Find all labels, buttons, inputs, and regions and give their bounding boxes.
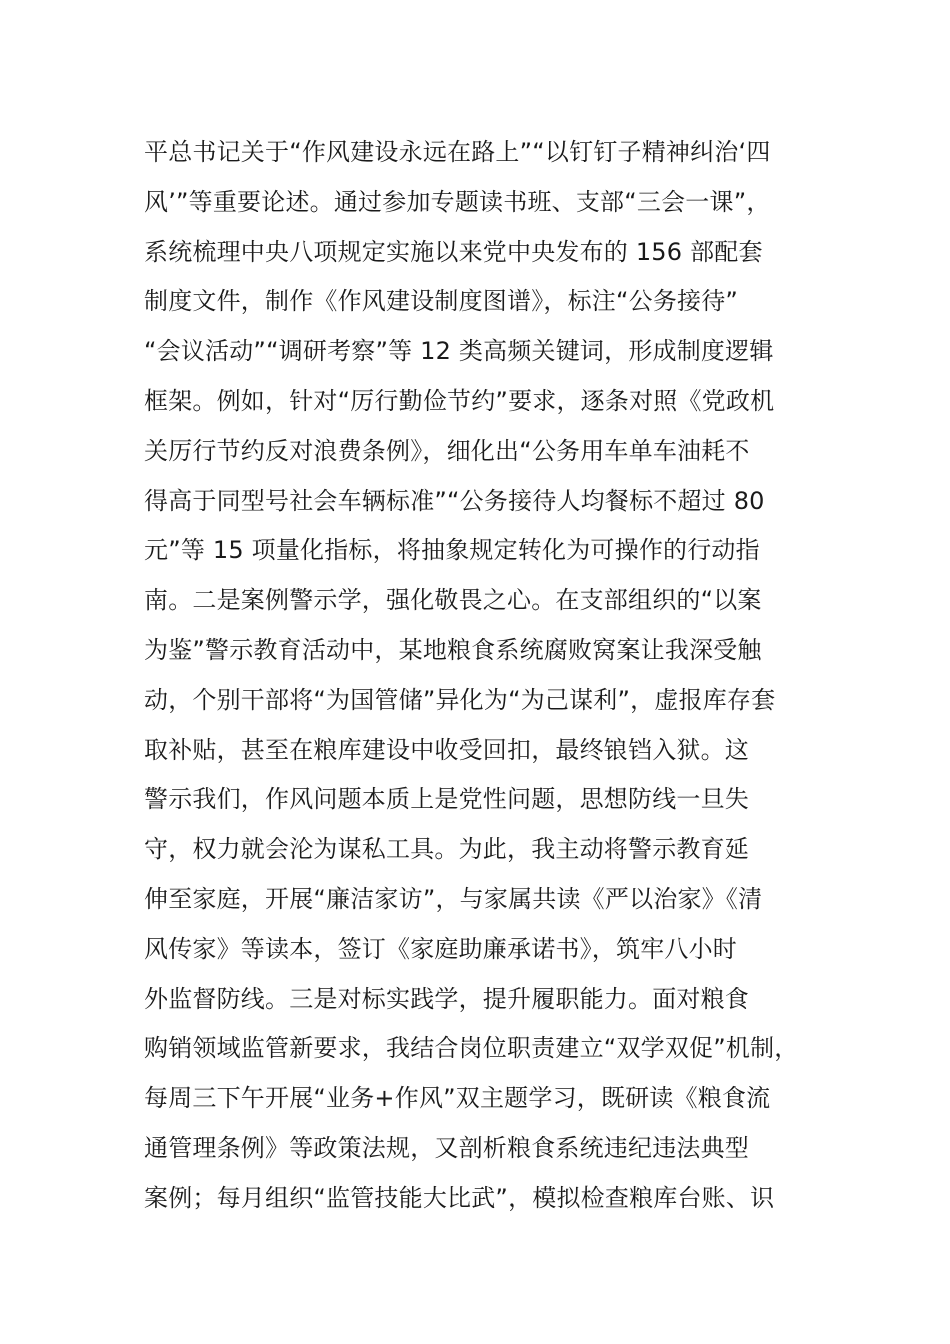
- text-line: 每周三下午开展“业务+作风”双主题学习，既研读《粮食流: [144, 1084, 771, 1113]
- text-line: 风’”等重要论述。通过参加专题读书班、支部“三会一课”，: [144, 187, 771, 216]
- text-line: “会议活动”“调研考察”等 12 类高频关键词，形成制度逻辑: [144, 337, 774, 366]
- text-line: 动，个别干部将“为国管储”异化为“为己谋利”，虚报库存套: [144, 685, 776, 714]
- text-line: 为鉴”警示教育活动中，某地粮食系统腐败窝案让我深受触: [144, 635, 762, 664]
- text-line: 元”等 15 项量化指标，将抽象规定转化为可操作的行动指: [144, 536, 760, 565]
- text-line: 外监督防线。三是对标实践学，提升履职能力。面对粮食: [144, 984, 749, 1013]
- text-line: 守，权力就会沦为谋私工具。为此，我主动将警示教育延: [144, 835, 749, 864]
- text-line: 案例；每月组织“监管技能大比武”，模拟检查粮库台账、识: [144, 1183, 775, 1212]
- text-line: 伸至家庭，开展“廉洁家访”，与家属共读《严以治家》《清: [144, 884, 763, 913]
- text-line: 得高于同型号社会车辆标准”“公务接待人均餐标不超过 80: [144, 486, 765, 515]
- text-line: 关厉行节约反对浪费条例》，细化出“公务用车单车油耗不: [144, 436, 750, 465]
- text-line: 取补贴，甚至在粮库建设中收受回扣，最终锒铛入狱。这: [144, 735, 749, 764]
- text-line: 框架。例如，针对“厉行勤俭节约”要求，逐条对照《党政机: [144, 386, 775, 415]
- body-text: [144, 128, 844, 1224]
- text-line: 通管理条例》等政策法规，又剖析粮食系统违纪违法典型: [144, 1133, 749, 1162]
- text-line: 购销领域监管新要求，我结合岗位职责建立“双学双促”机制，: [144, 1034, 799, 1063]
- text-line: 平总书记关于“作风建设永远在路上”“以钉钉子精神纠治‘四: [144, 138, 771, 166]
- text-line: 系统梳理中央八项规定实施以来党中央发布的 156 部配套: [144, 237, 763, 266]
- text-line: 警示我们，作风问题本质上是党性问题，思想防线一旦失: [144, 785, 749, 814]
- text-line: 风传家》等读本，签订《家庭助廉承诺书》，筑牢八小时: [144, 934, 737, 963]
- text-line: 南。二是案例警示学，强化敬畏之心。在支部组织的“以案: [144, 586, 762, 615]
- text-line: 制度文件，制作《作风建设制度图谱》，标注“公务接待”: [144, 287, 739, 316]
